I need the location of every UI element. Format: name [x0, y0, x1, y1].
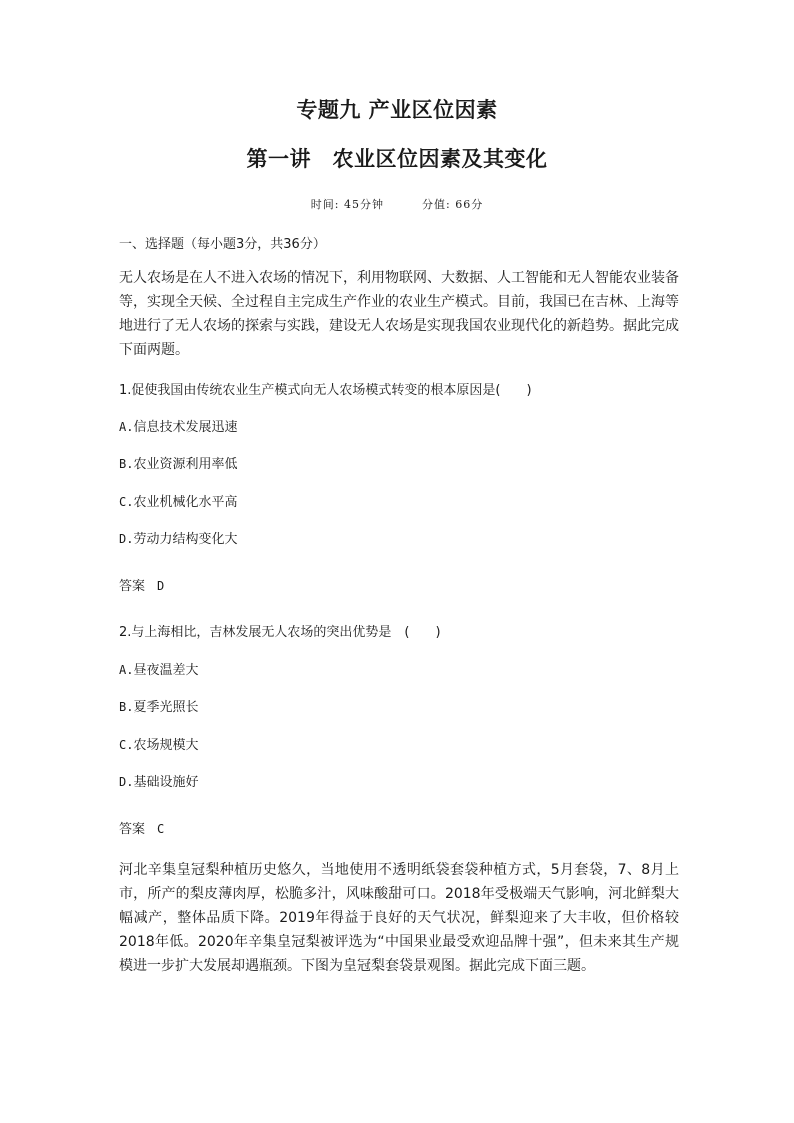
time-limit: 时间: 45分钟 — [310, 198, 384, 211]
answer-value: C — [157, 822, 165, 836]
question-2-answer — [119, 818, 164, 837]
option-letter: D. — [119, 532, 134, 546]
option-text: 信息技术发展迅速 — [133, 420, 238, 435]
option-letter: A. — [119, 663, 134, 677]
question-1-option-d — [119, 528, 237, 547]
answer-value: D — [157, 579, 165, 593]
option-letter: C. — [119, 738, 134, 752]
option-text: 劳动力结构变化大 — [133, 532, 238, 547]
page-title: 专题九 产业区位因素 — [296, 98, 498, 122]
option-text: 昼夜温差大 — [133, 663, 199, 678]
question-2-option-b — [119, 696, 198, 715]
page-subtitle: 第一讲 农业区位因素及其变化 — [246, 147, 548, 171]
option-text: 基础设施好 — [133, 775, 199, 790]
section-heading: 一、选择题（每小题3分，共36分） — [119, 237, 326, 252]
passage-crown-pear: 河北辛集皇冠梨种植历史悠久，当地使用不透明纸袋套袋种植方式，5月套袋，7、8月上市，所产的梨皮薄肉厚，松脆多汁，风味酸甜可口。2018年受极端天气影响，河北鲜梨大幅减产，整体品质下降。2019年得益于良好的天气状况，鲜梨迎来了大丰收，但价格较2018年低。2020年辛集皇冠梨被评选为“中国果业最受欢迎品牌十强”，但未来其生产规模进一步扩大发展却遇瓶颈。下图为皇冠梨套袋景观图。据此完成下面三题。 — [119, 862, 679, 974]
answer-label: 答案 — [119, 579, 146, 594]
option-letter: B. — [119, 457, 134, 471]
question-1-stem: 1.促使我国由传统农业生产模式向无人农场模式转变的根本原因是( ) — [119, 383, 532, 398]
question-2-stem: 2.与上海相比，吉林发展无人农场的突出优势是 ( ) — [119, 625, 441, 640]
question-1-option-a — [119, 416, 237, 435]
option-text: 农场规模大 — [133, 738, 199, 753]
question-1-answer — [119, 575, 164, 594]
option-letter: D. — [119, 775, 134, 789]
option-letter: A. — [119, 420, 134, 434]
passage-unmanned-farm: 无人农场是在人不进入农场的情况下，利用物联网、大数据、人工智能和无人智能农业装备等，实现全天候、全过程自主完成生产作业的农业生产模式。目前，我国已在吉林、上海等地进行了无人农场的探索与实践，建设无人农场是实现我国农业现代化的新趋势。据此完成下面两题。 — [119, 270, 679, 358]
option-text: 农业机械化水平高 — [133, 495, 238, 510]
question-2-option-c — [119, 734, 198, 753]
option-text: 农业资源利用率低 — [133, 457, 238, 472]
exam-meta — [0, 196, 794, 212]
question-2-option-a — [119, 659, 198, 678]
question-2-option-d — [119, 771, 198, 790]
total-score: 分值: 66分 — [422, 198, 484, 211]
answer-label: 答案 — [119, 822, 146, 837]
option-text: 夏季光照长 — [133, 700, 199, 715]
option-letter: C. — [119, 495, 134, 509]
question-1-option-c — [119, 491, 237, 510]
question-1-option-b — [119, 453, 237, 472]
option-letter: B. — [119, 700, 134, 714]
